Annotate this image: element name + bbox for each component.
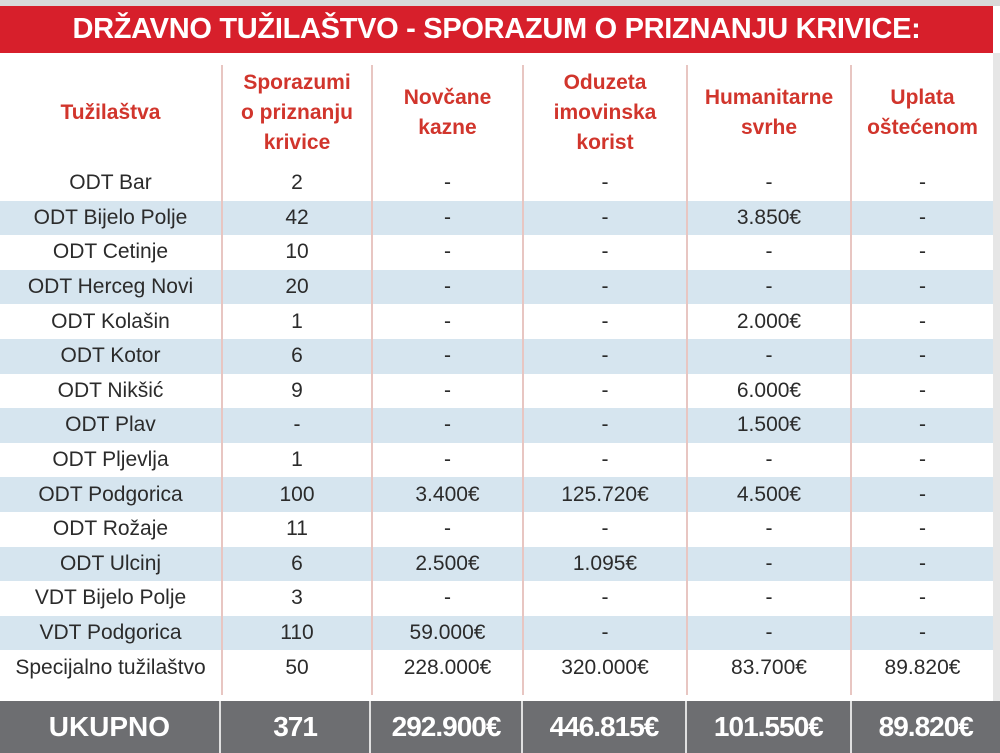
table-row [0, 581, 993, 616]
table-cell: - [919, 240, 926, 264]
table-cell: - [601, 448, 609, 472]
table-cell: 320.000€ [561, 655, 649, 679]
table-cell: - [444, 344, 451, 368]
table-cell: - [919, 586, 926, 610]
table-cell: 100 [279, 482, 315, 506]
table-cell: 125.720€ [561, 482, 649, 506]
table-cell: - [444, 586, 451, 610]
column-header: Uplata oštećenom [867, 86, 978, 139]
table-cell: - [444, 275, 451, 299]
table-cell: - [444, 378, 451, 402]
table-cell: 4.500€ [736, 482, 802, 506]
table-cell: 83.700€ [731, 655, 807, 679]
table-cell: 2.500€ [415, 551, 480, 575]
table-cell: 2 [291, 171, 303, 195]
table-cell: 1.500€ [736, 413, 802, 437]
table-row [0, 477, 993, 512]
table-cell: 6 [291, 344, 303, 368]
table-cell: - [765, 448, 773, 472]
table-cell: 228.000€ [403, 655, 492, 679]
table-cell: - [601, 344, 609, 368]
table-cell: 6 [291, 551, 303, 575]
table-cell: - [444, 205, 451, 229]
table-cell: - [444, 413, 451, 437]
row-label: ODT Ulcinj [59, 551, 162, 575]
table-row [0, 443, 993, 478]
table-cell: - [765, 551, 773, 575]
row-label: ODT Rožaje [52, 517, 169, 541]
total-value: 371 [219, 701, 370, 753]
table-cell: - [919, 413, 926, 437]
row-label: VDT Podgorica [39, 621, 182, 645]
row-label: Specijalno tužilaštvo [15, 655, 206, 679]
table-row [0, 408, 993, 443]
table-row [0, 270, 993, 305]
table-cell: 59.000€ [409, 621, 486, 645]
table-cell: 110 [280, 621, 314, 645]
table-row [0, 235, 993, 270]
table-cell: - [444, 171, 451, 195]
table-cell: - [601, 586, 609, 610]
table-cell: - [601, 309, 609, 333]
table-cell: - [444, 517, 451, 541]
table-cell: 10 [285, 240, 309, 264]
table-cell: - [919, 205, 926, 229]
table-cell: - [293, 413, 301, 437]
table-cell: - [444, 240, 451, 264]
table-cell: - [765, 621, 773, 645]
table-cell: - [919, 551, 926, 575]
column-header: Humanitarne svrhe [704, 86, 834, 139]
total-label: UKUPNO [48, 711, 171, 742]
table-cell: 2.000€ [736, 309, 802, 333]
table-row [0, 201, 993, 236]
table-cell: - [919, 621, 926, 645]
total-value: 89.820€ [850, 701, 1000, 753]
total-row [0, 701, 1000, 753]
table-cell: 3.400€ [415, 482, 480, 506]
table-cell: - [919, 482, 926, 506]
row-label: ODT Podgorica [38, 482, 183, 506]
table-cell: 6.000€ [736, 378, 802, 402]
table-title: DRŽAVNO TUŽILAŠTVO - SPORAZUM O PRIZNANJU KRIVICE: [0, 6, 993, 53]
table-row [0, 304, 993, 339]
row-label: ODT Bar [69, 171, 152, 195]
table-cell: - [601, 240, 609, 264]
table-cell: 42 [285, 205, 309, 229]
row-label: ODT Nikšić [57, 378, 164, 402]
table-cell: - [765, 240, 773, 264]
row-label: ODT Kolašin [51, 309, 170, 333]
table-cell: 3.850€ [736, 205, 802, 229]
row-label: ODT Cetinje [52, 240, 169, 264]
column-header: Novčane kazne [403, 86, 492, 139]
table-cell: 50 [285, 655, 309, 679]
right-edge [993, 53, 1000, 701]
table-cell: 11 [286, 517, 308, 541]
table-cell: - [601, 205, 609, 229]
table-cell: - [919, 517, 926, 541]
table-cell: 89.820€ [884, 655, 961, 679]
table-row [0, 512, 993, 547]
table-cell: - [444, 309, 451, 333]
table-cell: - [601, 378, 609, 402]
table-cell: - [765, 344, 773, 368]
table-cell: - [765, 517, 773, 541]
table-row [0, 616, 993, 651]
total-value: 292.900€ [369, 701, 520, 753]
table-cell: 20 [285, 275, 309, 299]
table-cell: - [601, 171, 609, 195]
table-cell: - [444, 448, 451, 472]
total-value: 446.815€ [521, 701, 685, 753]
table-cell: - [919, 309, 926, 333]
table-cell: - [601, 517, 609, 541]
row-label: ODT Bijelo Polje [33, 205, 188, 229]
table-cell: - [765, 586, 773, 610]
table-cell: - [601, 413, 609, 437]
table-cell: - [601, 621, 609, 645]
column-header: Oduzeta imovinska korist [553, 71, 657, 154]
row-label: ODT Pljevlja [52, 448, 169, 472]
table-cell: - [919, 275, 926, 299]
table-cell: 1.095€ [572, 551, 638, 575]
table-cell: 3 [291, 586, 303, 610]
table-cell: - [765, 171, 773, 195]
row-label: ODT Herceg Novi [27, 275, 194, 299]
column-header: Sporazumi o priznanju krivice [241, 71, 353, 154]
column-header: Tužilaštva [60, 101, 161, 124]
total-value: 101.550€ [685, 701, 849, 753]
table-cell: - [601, 275, 609, 299]
row-label: ODT Kotor [60, 344, 161, 368]
table-cell: 1 [291, 448, 303, 472]
table-row [0, 650, 993, 685]
table-cell: 9 [291, 378, 303, 402]
table-row [0, 374, 993, 409]
table-row [0, 339, 993, 374]
table-cell: 1 [291, 309, 303, 333]
table-cell: - [919, 378, 926, 402]
row-label: VDT Bijelo Polje [34, 586, 187, 610]
table-cell: - [919, 448, 926, 472]
table-cell: - [765, 275, 773, 299]
row-label: ODT Plav [65, 413, 156, 437]
table-row [0, 547, 993, 582]
table-cell: - [919, 344, 926, 368]
table-cell: - [919, 171, 926, 195]
